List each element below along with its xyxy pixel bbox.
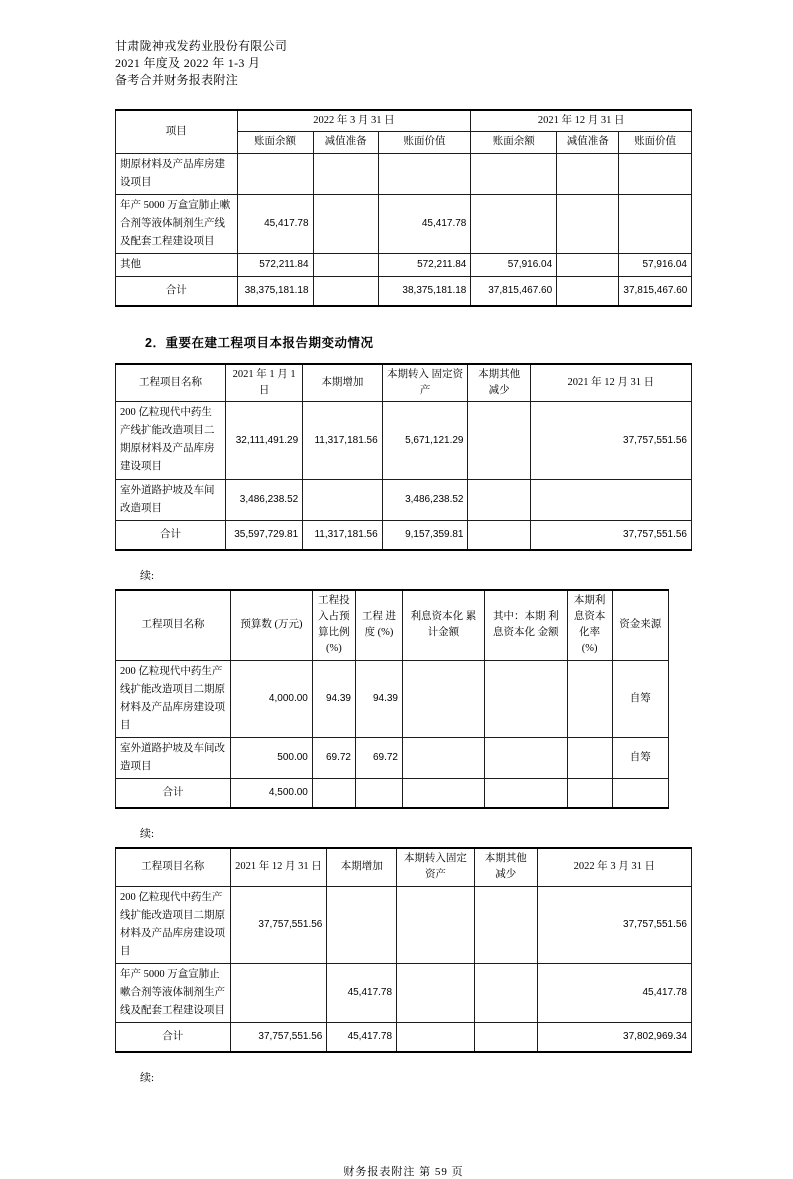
value-cell: 11,317,181.56 bbox=[303, 402, 382, 479]
value-cell bbox=[471, 153, 557, 194]
value-cell bbox=[612, 778, 668, 808]
value-cell bbox=[397, 886, 475, 963]
value-cell bbox=[557, 153, 619, 194]
value-cell bbox=[468, 479, 530, 520]
table-row bbox=[116, 253, 692, 276]
value-cell bbox=[312, 778, 355, 808]
value-cell: 572,211.84 bbox=[237, 253, 313, 276]
value-cell: 45,417.78 bbox=[327, 1022, 397, 1052]
header-cell: 工程项目名称 bbox=[116, 848, 231, 886]
value-cell bbox=[471, 194, 557, 253]
value-cell bbox=[313, 253, 378, 276]
header-cell: 账面价值 bbox=[619, 132, 692, 153]
header-cell: 2021 年 1 月 1 日 bbox=[226, 364, 303, 402]
value-cell bbox=[474, 963, 537, 1022]
value-cell bbox=[567, 778, 612, 808]
value-cell: 69.72 bbox=[312, 737, 355, 778]
value-cell: 45,417.78 bbox=[378, 194, 471, 253]
value-cell bbox=[557, 276, 619, 306]
continued-label: 续: bbox=[140, 569, 155, 582]
value-cell: 572,211.84 bbox=[378, 253, 471, 276]
header-cell: 2022 年 3 月 31 日 bbox=[537, 848, 691, 886]
value-cell bbox=[468, 520, 530, 550]
item-name-cell: 200 亿粒现代中药生产线扩能改造项目二期原材料及产品库房建设项目 bbox=[116, 660, 231, 737]
page-footer: 财务报表附注 第 59 页 bbox=[343, 1165, 464, 1178]
cip-2022q1-changes-table bbox=[115, 847, 692, 1053]
value-cell bbox=[313, 194, 378, 253]
section-heading: 2．重要在建工程项目本报告期变动情况 bbox=[145, 335, 374, 350]
item-name-cell: 合计 bbox=[116, 1022, 231, 1052]
value-cell bbox=[313, 153, 378, 194]
value-cell: 37,802,969.34 bbox=[537, 1022, 691, 1052]
value-cell bbox=[484, 660, 567, 737]
value-cell: 37,815,467.60 bbox=[471, 276, 557, 306]
value-cell: 57,916.04 bbox=[471, 253, 557, 276]
total-row bbox=[116, 520, 692, 550]
header-cell: 2021 年 12 月 31 日 bbox=[471, 110, 692, 132]
value-cell: 69.72 bbox=[355, 737, 402, 778]
value-cell bbox=[397, 1022, 475, 1052]
header-cell: 2022 年 3 月 31 日 bbox=[237, 110, 471, 132]
value-cell bbox=[474, 1022, 537, 1052]
total-row bbox=[116, 276, 692, 306]
table-row bbox=[116, 402, 692, 479]
item-name-cell: 200 亿粒现代中药生产线扩能改造项目二期原材料及产品库房建设项目 bbox=[116, 886, 231, 963]
header-cell: 预算数 (万元) bbox=[231, 590, 313, 661]
value-cell: 自筹 bbox=[612, 737, 668, 778]
item-name-cell: 合计 bbox=[116, 520, 226, 550]
header-cell: 资金来源 bbox=[612, 590, 668, 661]
item-name-cell: 年产 5000 万盒宣肺止嗽合剂等液体制剂生产线及配套工程建设项目 bbox=[116, 963, 231, 1022]
value-cell bbox=[327, 886, 397, 963]
value-cell bbox=[619, 194, 692, 253]
table-row bbox=[116, 479, 692, 520]
header-cell: 本期其他 减少 bbox=[468, 364, 530, 402]
value-cell: 4,000.00 bbox=[231, 660, 313, 737]
header-cell: 账面余额 bbox=[471, 132, 557, 153]
value-cell: 37,757,551.56 bbox=[530, 402, 691, 479]
report-period: 2021 年度及 2022 年 1-3 月 bbox=[115, 56, 261, 70]
value-cell bbox=[567, 660, 612, 737]
value-cell: 45,417.78 bbox=[327, 963, 397, 1022]
table-row bbox=[116, 660, 669, 737]
value-cell: 37,757,551.56 bbox=[537, 886, 691, 963]
item-name-cell: 合计 bbox=[116, 276, 238, 306]
item-name-cell: 期原材料及产品库房建设项目 bbox=[116, 153, 238, 194]
item-name-cell: 200 亿粒现代中药生产线扩能改造项目二期原材料及产品库房建设项目 bbox=[116, 402, 226, 479]
cip-2021-changes-table bbox=[115, 363, 692, 551]
item-name-cell: 室外道路护坡及车间改造项目 bbox=[116, 479, 226, 520]
continued-label: 续: bbox=[140, 827, 155, 840]
value-cell: 3,486,238.52 bbox=[226, 479, 303, 520]
value-cell: 32,111,491.29 bbox=[226, 402, 303, 479]
value-cell bbox=[557, 253, 619, 276]
value-cell bbox=[402, 660, 484, 737]
header-cell: 本期增加 bbox=[327, 848, 397, 886]
value-cell: 3,486,238.52 bbox=[382, 479, 468, 520]
value-cell bbox=[303, 479, 382, 520]
table-row bbox=[116, 737, 669, 778]
value-cell bbox=[484, 778, 567, 808]
table-row bbox=[116, 963, 692, 1022]
value-cell: 37,757,551.56 bbox=[230, 1022, 327, 1052]
header-cell: 本期利息资本化率(%) bbox=[567, 590, 612, 661]
value-cell bbox=[474, 886, 537, 963]
value-cell bbox=[567, 737, 612, 778]
value-cell: 9,157,359.81 bbox=[382, 520, 468, 550]
table-row bbox=[116, 886, 692, 963]
value-cell bbox=[402, 737, 484, 778]
value-cell bbox=[378, 153, 471, 194]
header-cell: 工程 进度 (%) bbox=[355, 590, 402, 661]
header-cell: 利息资本化 累计金额 bbox=[402, 590, 484, 661]
value-cell: 38,375,181.18 bbox=[378, 276, 471, 306]
value-cell: 94.39 bbox=[355, 660, 402, 737]
value-cell: 45,417.78 bbox=[237, 194, 313, 253]
header-cell: 账面价值 bbox=[378, 132, 471, 153]
value-cell: 37,757,551.56 bbox=[530, 520, 691, 550]
header-cell: 其中：本期 利息资本化 金额 bbox=[484, 590, 567, 661]
total-row bbox=[116, 1022, 692, 1052]
value-cell bbox=[402, 778, 484, 808]
table-row bbox=[116, 194, 692, 253]
value-cell: 自筹 bbox=[612, 660, 668, 737]
value-cell: 11,317,181.56 bbox=[303, 520, 382, 550]
header-cell: 本期转入固定 资产 bbox=[397, 848, 475, 886]
value-cell: 94.39 bbox=[312, 660, 355, 737]
value-cell: 37,815,467.60 bbox=[619, 276, 692, 306]
value-cell: 5,671,121.29 bbox=[382, 402, 468, 479]
value-cell bbox=[355, 778, 402, 808]
table-row bbox=[116, 153, 692, 194]
value-cell bbox=[619, 153, 692, 194]
value-cell bbox=[397, 963, 475, 1022]
header-cell: 本期其他 减少 bbox=[474, 848, 537, 886]
header-cell: 减值准备 bbox=[313, 132, 378, 153]
value-cell: 35,597,729.81 bbox=[226, 520, 303, 550]
cip-budget-progress-table bbox=[115, 589, 669, 809]
header-cell: 本期增加 bbox=[303, 364, 382, 402]
value-cell bbox=[237, 153, 313, 194]
value-cell bbox=[313, 276, 378, 306]
header-cell: 本期转入 固定资产 bbox=[382, 364, 468, 402]
item-name-cell: 室外道路护坡及车间改造项目 bbox=[116, 737, 231, 778]
header-cell: 2021 年 12 月 31 日 bbox=[530, 364, 691, 402]
company-name: 甘肃陇神戎发药业股份有限公司 bbox=[115, 39, 288, 53]
header-cell: 工程投入占预算比例(%) bbox=[312, 590, 355, 661]
value-cell: 38,375,181.18 bbox=[237, 276, 313, 306]
header-cell: 账面余额 bbox=[237, 132, 313, 153]
header-cell: 工程项目名称 bbox=[116, 590, 231, 661]
value-cell: 45,417.78 bbox=[537, 963, 691, 1022]
continued-label: 续: bbox=[140, 1071, 155, 1084]
value-cell: 57,916.04 bbox=[619, 253, 692, 276]
header-cell: 2021 年 12 月 31 日 bbox=[230, 848, 327, 886]
document-header bbox=[115, 38, 793, 89]
item-name-cell: 合计 bbox=[116, 778, 231, 808]
value-cell: 4,500.00 bbox=[231, 778, 313, 808]
item-name-cell: 年产 5000 万盒宣肺止嗽合剂等液体制剂生产线及配套工程建设项目 bbox=[116, 194, 238, 253]
item-name-cell: 其他 bbox=[116, 253, 238, 276]
header-cell: 项目 bbox=[116, 110, 238, 153]
value-cell bbox=[468, 402, 530, 479]
value-cell bbox=[557, 194, 619, 253]
value-cell: 37,757,551.56 bbox=[230, 886, 327, 963]
total-row bbox=[116, 778, 669, 808]
report-title: 备考合并财务报表附注 bbox=[115, 73, 239, 87]
value-cell bbox=[530, 479, 691, 520]
value-cell bbox=[484, 737, 567, 778]
cip-balance-impairment-table bbox=[115, 109, 692, 307]
header-cell: 工程项目名称 bbox=[116, 364, 226, 402]
value-cell bbox=[230, 963, 327, 1022]
value-cell: 500.00 bbox=[231, 737, 313, 778]
header-cell: 减值准备 bbox=[557, 132, 619, 153]
